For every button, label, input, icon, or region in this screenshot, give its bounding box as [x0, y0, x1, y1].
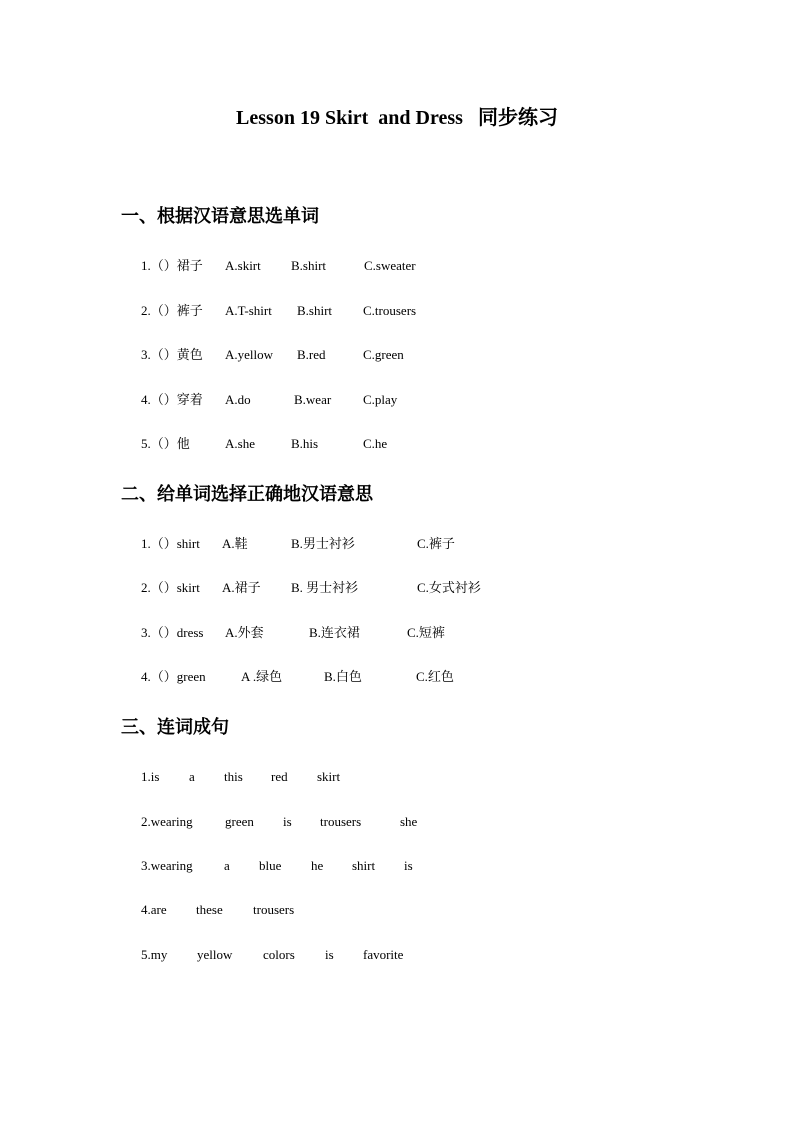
section-heading-3: 三、连词成句: [121, 717, 229, 737]
word: a: [224, 858, 230, 873]
question-prompt: 1.（）shirt: [141, 536, 200, 551]
word: is: [404, 858, 413, 873]
word: green: [225, 814, 254, 829]
word: these: [196, 902, 223, 917]
option-c: C.裤子: [417, 536, 455, 551]
word: 4.are: [141, 902, 167, 917]
word: 2.wearing: [141, 814, 193, 829]
question-prompt: 3.（）黄色: [141, 347, 203, 362]
option-a: A.do: [225, 392, 251, 407]
question-prompt: 4.（）green: [141, 669, 206, 684]
word: is: [283, 814, 292, 829]
option-c: C.he: [363, 436, 388, 451]
word: he: [311, 858, 324, 873]
option-c: C.green: [363, 347, 404, 362]
option-c: C.play: [363, 392, 398, 407]
word: colors: [263, 947, 295, 962]
question-prompt: 5.（）他: [141, 436, 190, 451]
option-b: B.red: [297, 347, 326, 362]
page-title: Lesson 19 Skirt and Dress 同步练习: [236, 107, 558, 129]
question-prompt: 3.（）dress: [141, 625, 204, 640]
option-a: A.外套: [225, 625, 264, 640]
option-a: A.she: [225, 436, 255, 451]
option-c: C.sweater: [364, 258, 416, 273]
word: 5.my: [141, 947, 168, 962]
option-a: A.裙子: [222, 580, 261, 595]
word: yellow: [197, 947, 233, 962]
option-b: B.白色: [324, 669, 362, 684]
word: skirt: [317, 769, 341, 784]
word: 3.wearing: [141, 858, 193, 873]
question-prompt: 2.（）skirt: [141, 580, 200, 595]
word: favorite: [363, 947, 404, 962]
option-c: C.红色: [416, 669, 454, 684]
section-heading-2: 二、给单词选择正确地汉语意思: [121, 484, 373, 504]
word: trousers: [253, 902, 295, 917]
option-c: C.短裤: [407, 625, 445, 640]
question-prompt: 1.（）裙子: [141, 258, 203, 273]
word: trousers: [320, 814, 362, 829]
word: red: [271, 769, 288, 784]
option-c: C.trousers: [363, 303, 417, 318]
word: shirt: [352, 858, 376, 873]
option-a: A .绿色: [241, 669, 283, 684]
option-a: A.yellow: [225, 347, 274, 362]
word: 1.is: [141, 769, 160, 784]
option-b: B.shirt: [291, 258, 327, 273]
option-a: A.T-shirt: [225, 303, 272, 318]
section-heading-1: 一、根据汉语意思选单词: [121, 206, 319, 226]
question-prompt: 2.（）裤子: [141, 303, 203, 318]
word: she: [400, 814, 418, 829]
option-b: B.男士衬衫: [291, 536, 355, 551]
option-a: A.鞋: [222, 536, 248, 551]
word: is: [325, 947, 334, 962]
option-b: B.his: [291, 436, 319, 451]
option-b: B.wear: [294, 392, 332, 407]
word: a: [189, 769, 195, 784]
option-b: B. 男士衬衫: [291, 580, 359, 595]
question-prompt: 4.（）穿着: [141, 392, 203, 407]
option-b: B.shirt: [297, 303, 333, 318]
word: this: [224, 769, 243, 784]
option-c: C.女式衬衫: [417, 580, 481, 595]
option-b: B.连衣裙: [309, 625, 360, 640]
word: blue: [259, 858, 282, 873]
option-a: A.skirt: [225, 258, 261, 273]
